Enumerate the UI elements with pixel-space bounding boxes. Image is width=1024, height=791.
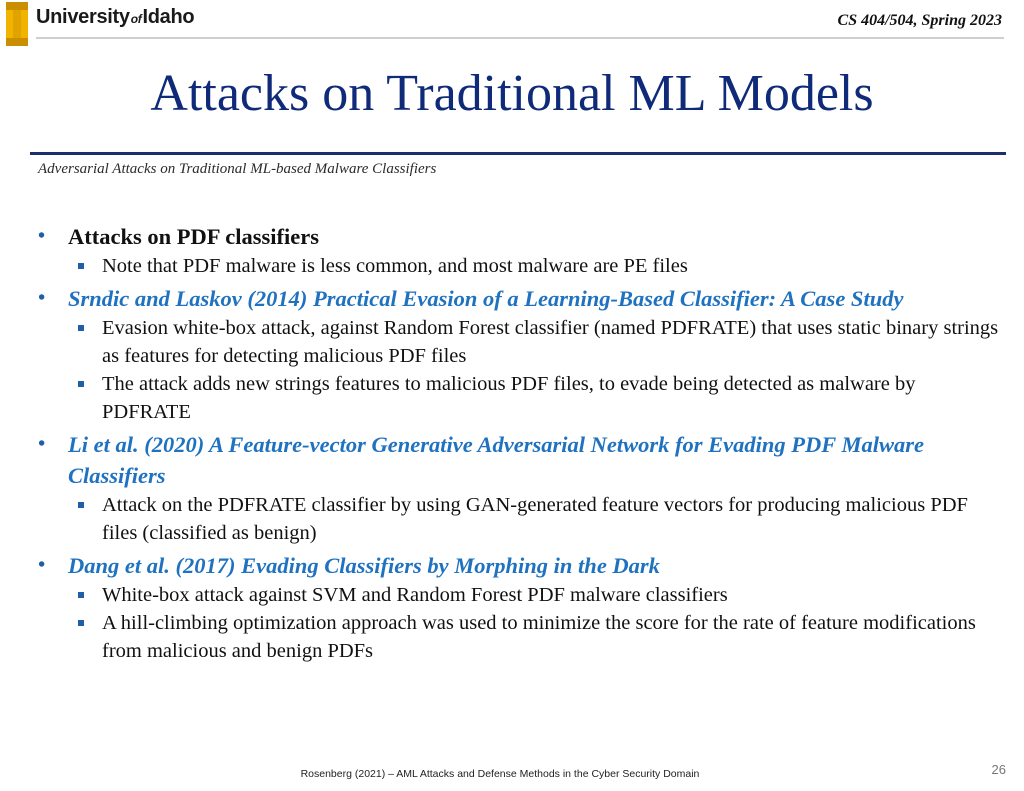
reference-bullet bbox=[30, 550, 1005, 581]
university-logo-icon bbox=[6, 2, 28, 46]
reference-bullet bbox=[30, 429, 1005, 491]
sub-bullet-text: White-box attack against SVM and Random Forest PDF malware classifiers bbox=[102, 584, 728, 606]
page-number: 26 bbox=[991, 762, 1006, 777]
sub-bullet-text: A hill-climbing optimization approach was used to minimize the score for the rate of feature modifications from malicious and benign PDFs bbox=[102, 612, 976, 662]
square-bullet-icon bbox=[78, 620, 84, 626]
sub-bullet-text: Attack on the PDFRATE classifier by using GAN-generated feature vectors for producing malicious PDF files (classified as benign) bbox=[102, 494, 968, 544]
bullet-dot-icon: • bbox=[38, 287, 46, 309]
reference-title: Li et al. (2020) A Feature-vector Generative Adversarial Network for Evading PDF Malware Classifiers bbox=[68, 432, 924, 488]
bullet-text: Attacks on PDF classifiers bbox=[68, 224, 320, 249]
sub-bullet-item bbox=[30, 609, 1005, 665]
square-bullet-icon bbox=[78, 502, 84, 508]
reference-title: Srndic and Laskov (2014) Practical Evasion of a Learning-Based Classifier: A Case Study bbox=[68, 286, 904, 311]
square-bullet-icon bbox=[78, 592, 84, 598]
bullet-item bbox=[30, 221, 1005, 252]
square-bullet-icon bbox=[78, 263, 84, 269]
bullet-dot-icon: • bbox=[38, 554, 46, 576]
bullet-dot-icon: • bbox=[38, 433, 46, 455]
square-bullet-icon bbox=[78, 381, 84, 387]
sub-bullet-item bbox=[30, 581, 1005, 609]
header-divider bbox=[36, 37, 1004, 39]
sub-bullet-item bbox=[30, 491, 1005, 547]
sub-bullet-text: Evasion white-box attack, against Random Forest classifier (named PDFRATE) that uses static binary strings as features for detecting malicious PDF files bbox=[102, 317, 999, 367]
slide-title: Attacks on Traditional ML Models bbox=[150, 65, 874, 122]
university-logo-text: UniversityofIdaho bbox=[36, 6, 195, 28]
sub-bullet-item bbox=[30, 370, 1005, 426]
reference-bullet bbox=[30, 283, 1005, 314]
slide-subtitle: Adversarial Attacks on Traditional ML-based Malware Classifiers bbox=[38, 161, 437, 177]
sub-bullet-text: Note that PDF malware is less common, and most malware are PE files bbox=[102, 255, 688, 277]
bullet-dot-icon: • bbox=[38, 225, 46, 247]
sub-bullet-item bbox=[30, 252, 1005, 280]
square-bullet-icon bbox=[78, 325, 84, 331]
course-label: CS 404/504, Spring 2023 bbox=[837, 12, 1002, 29]
reference-title: Dang et al. (2017) Evading Classifiers by Morphing in the Dark bbox=[68, 553, 660, 578]
footer-citation: Rosenberg (2021) – AML Attacks and Defense Methods in the Cyber Security Domain bbox=[300, 768, 700, 780]
bullet-list bbox=[30, 218, 1005, 665]
title-underline bbox=[30, 152, 1006, 155]
sub-bullet-text: The attack adds new strings features to malicious PDF files, to evade being detected as malware by PDFRATE bbox=[102, 373, 916, 423]
sub-bullet-item bbox=[30, 314, 1005, 370]
